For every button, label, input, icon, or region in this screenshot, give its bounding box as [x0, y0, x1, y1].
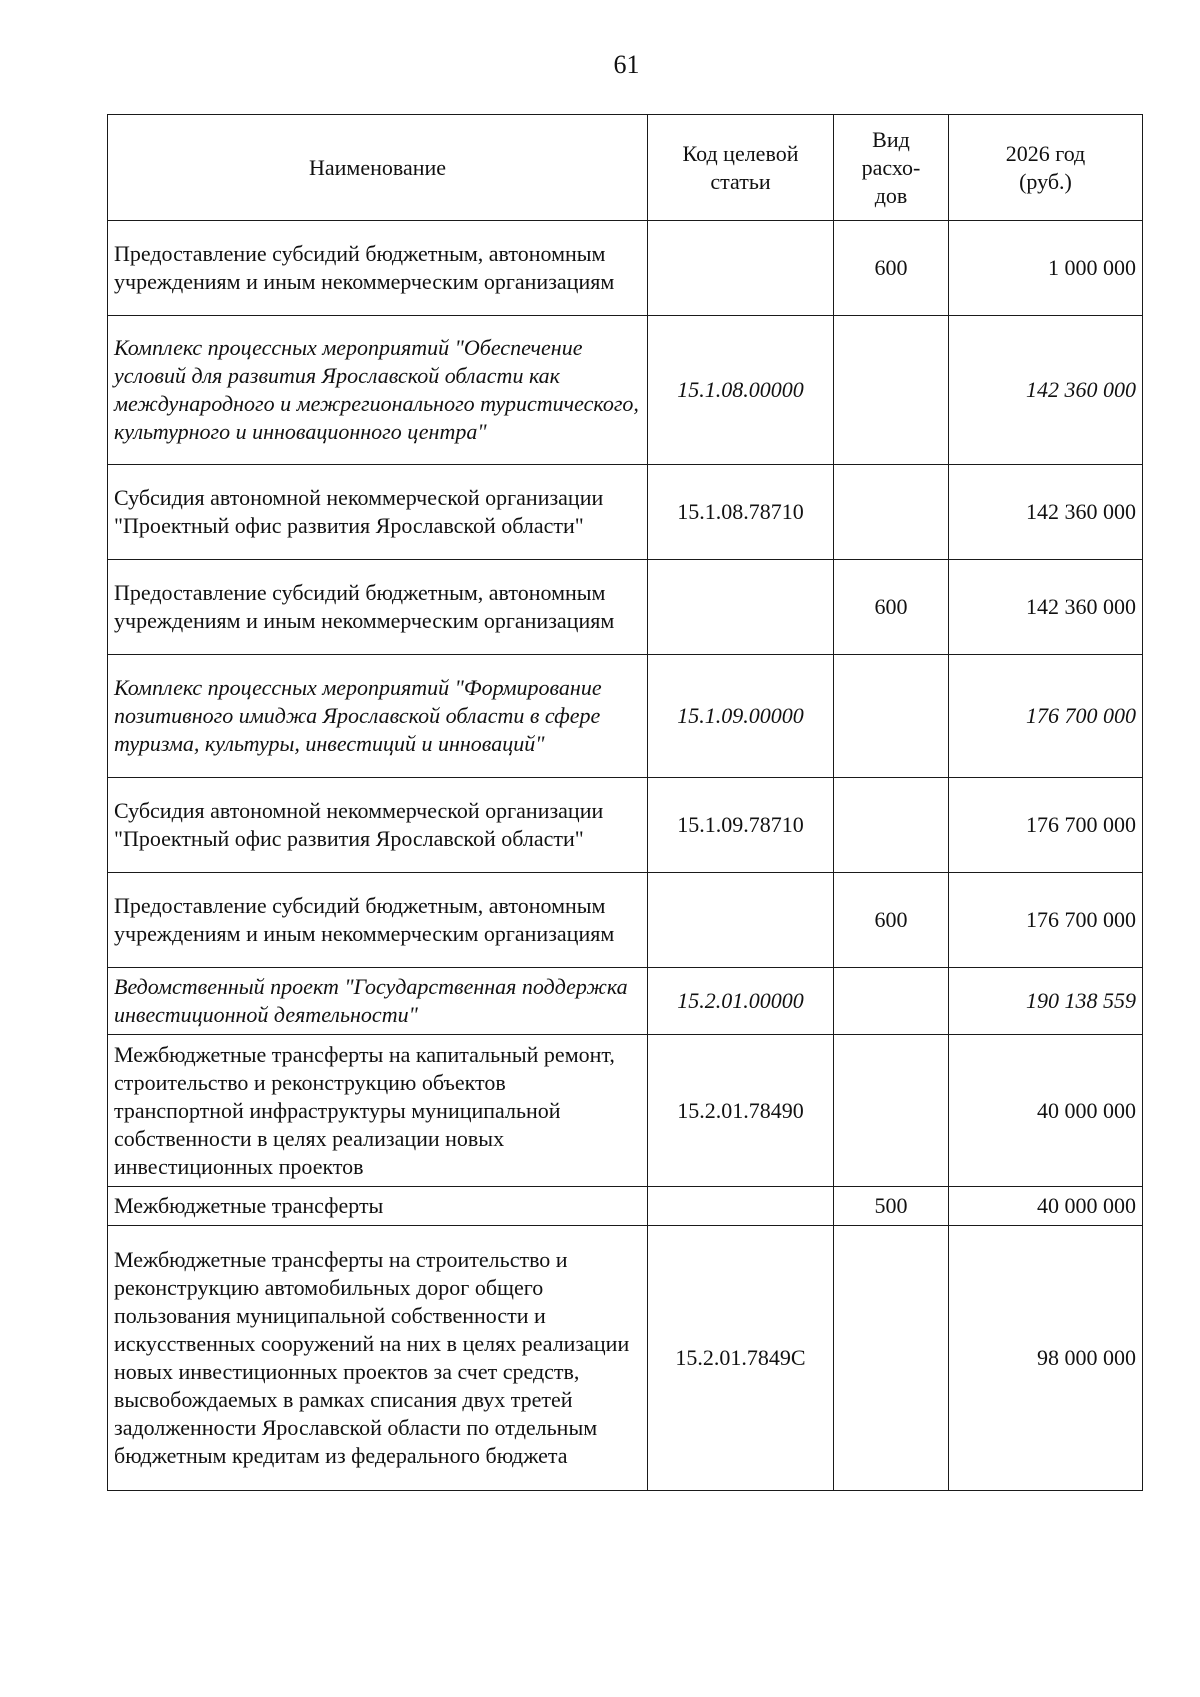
- row-name: Межбюджетные трансферты на капитальный ремонт, строительство и реконструкцию объектов транспортной инфраструктуры муниципальной собственности в целях реализации новых инвестиционных проектов: [108, 1035, 648, 1187]
- table-row: [108, 560, 1143, 655]
- row-amount: 176 700 000: [949, 655, 1143, 778]
- table-row: [108, 778, 1143, 873]
- header-type: [834, 115, 949, 221]
- header-name-text: Наименование: [308, 154, 447, 180]
- table-row: [108, 968, 1143, 1035]
- row-amount: 142 360 000: [949, 560, 1143, 655]
- table-header-row: [108, 115, 1143, 221]
- row-code: [648, 221, 834, 316]
- row-type: [834, 1035, 949, 1187]
- table-row: [108, 316, 1143, 465]
- header-code-line1: Код целевой: [682, 140, 799, 166]
- table-row: [108, 465, 1143, 560]
- header-type-line1: Вид: [872, 126, 910, 152]
- row-name: Комплекс процессных мероприятий "Обеспечение условий для развития Ярославской области как международного и межрегионального туристического, культурного и инновационного центра": [108, 316, 648, 465]
- row-type: 600: [834, 873, 949, 968]
- row-name: Ведомственный проект "Государственная поддержка инвестиционной деятельности": [108, 968, 648, 1035]
- row-code: 15.1.09.00000: [648, 655, 834, 778]
- row-name: Межбюджетные трансферты на строительство и реконструкцию автомобильных дорог общего пользования муниципальной собственности и искусственных сооружений на них в целях реализации новых инвестиционных проектов за счет средств, высвобождаемых в рамках списания двух третей задолженности Ярославской области по отдельным бюджетным кредитам из федерального бюджета: [108, 1226, 648, 1491]
- row-code: 15.1.08.78710: [648, 465, 834, 560]
- table-row: [108, 1226, 1143, 1491]
- row-amount: 142 360 000: [949, 316, 1143, 465]
- table-row: [108, 1035, 1143, 1187]
- row-type: 600: [834, 560, 949, 655]
- row-name: Межбюджетные трансферты: [108, 1187, 648, 1226]
- row-name: Предоставление субсидий бюджетным, автономным учреждениям и иным некоммерческим организациям: [108, 560, 648, 655]
- row-type: [834, 655, 949, 778]
- row-code: [648, 873, 834, 968]
- row-amount: 176 700 000: [949, 873, 1143, 968]
- header-type-line3: дов: [874, 182, 908, 208]
- header-code: [648, 115, 834, 221]
- header-amount-line2: (руб.): [1019, 168, 1072, 194]
- header-amount-line1: 2026 год: [1005, 140, 1086, 166]
- row-type: [834, 465, 949, 560]
- header-type-line2: расхо-: [861, 154, 921, 180]
- row-code: [648, 1187, 834, 1226]
- budget-table: [107, 114, 1143, 1491]
- header-name: [108, 115, 648, 221]
- row-amount: 176 700 000: [949, 778, 1143, 873]
- table-row: [108, 655, 1143, 778]
- row-name: Предоставление субсидий бюджетным, автономным учреждениям и иным некоммерческим организациям: [108, 221, 648, 316]
- row-type: [834, 1226, 949, 1491]
- row-type: 500: [834, 1187, 949, 1226]
- header-amount: [949, 115, 1143, 221]
- row-code: 15.2.01.78490: [648, 1035, 834, 1187]
- row-amount: 1 000 000: [949, 221, 1143, 316]
- row-type: [834, 968, 949, 1035]
- table-row: [108, 221, 1143, 316]
- row-name: Предоставление субсидий бюджетным, автономным учреждениям и иным некоммерческим организациям: [108, 873, 648, 968]
- header-code-line2: статьи: [710, 168, 771, 194]
- row-code: 15.2.01.7849С: [648, 1226, 834, 1491]
- table-row: [108, 1187, 1143, 1226]
- row-code: 15.1.08.00000: [648, 316, 834, 465]
- row-amount: 98 000 000: [949, 1226, 1143, 1491]
- row-code: 15.1.09.78710: [648, 778, 834, 873]
- row-code: [648, 560, 834, 655]
- row-name: Субсидия автономной некоммерческой организации "Проектный офис развития Ярославской области": [108, 465, 648, 560]
- row-amount: 40 000 000: [949, 1187, 1143, 1226]
- row-amount: 142 360 000: [949, 465, 1143, 560]
- page-number: 61: [613, 50, 640, 79]
- row-amount: 40 000 000: [949, 1035, 1143, 1187]
- row-name: Субсидия автономной некоммерческой организации "Проектный офис развития Ярославской области": [108, 778, 648, 873]
- row-name: Комплекс процессных мероприятий "Формирование позитивного имиджа Ярославской области в сфере туризма, культуры, инвестиций и инноваций": [108, 655, 648, 778]
- row-type: 600: [834, 221, 949, 316]
- row-type: [834, 778, 949, 873]
- row-code: 15.2.01.00000: [648, 968, 834, 1035]
- row-type: [834, 316, 949, 465]
- table-row: [108, 873, 1143, 968]
- row-amount: 190 138 559: [949, 968, 1143, 1035]
